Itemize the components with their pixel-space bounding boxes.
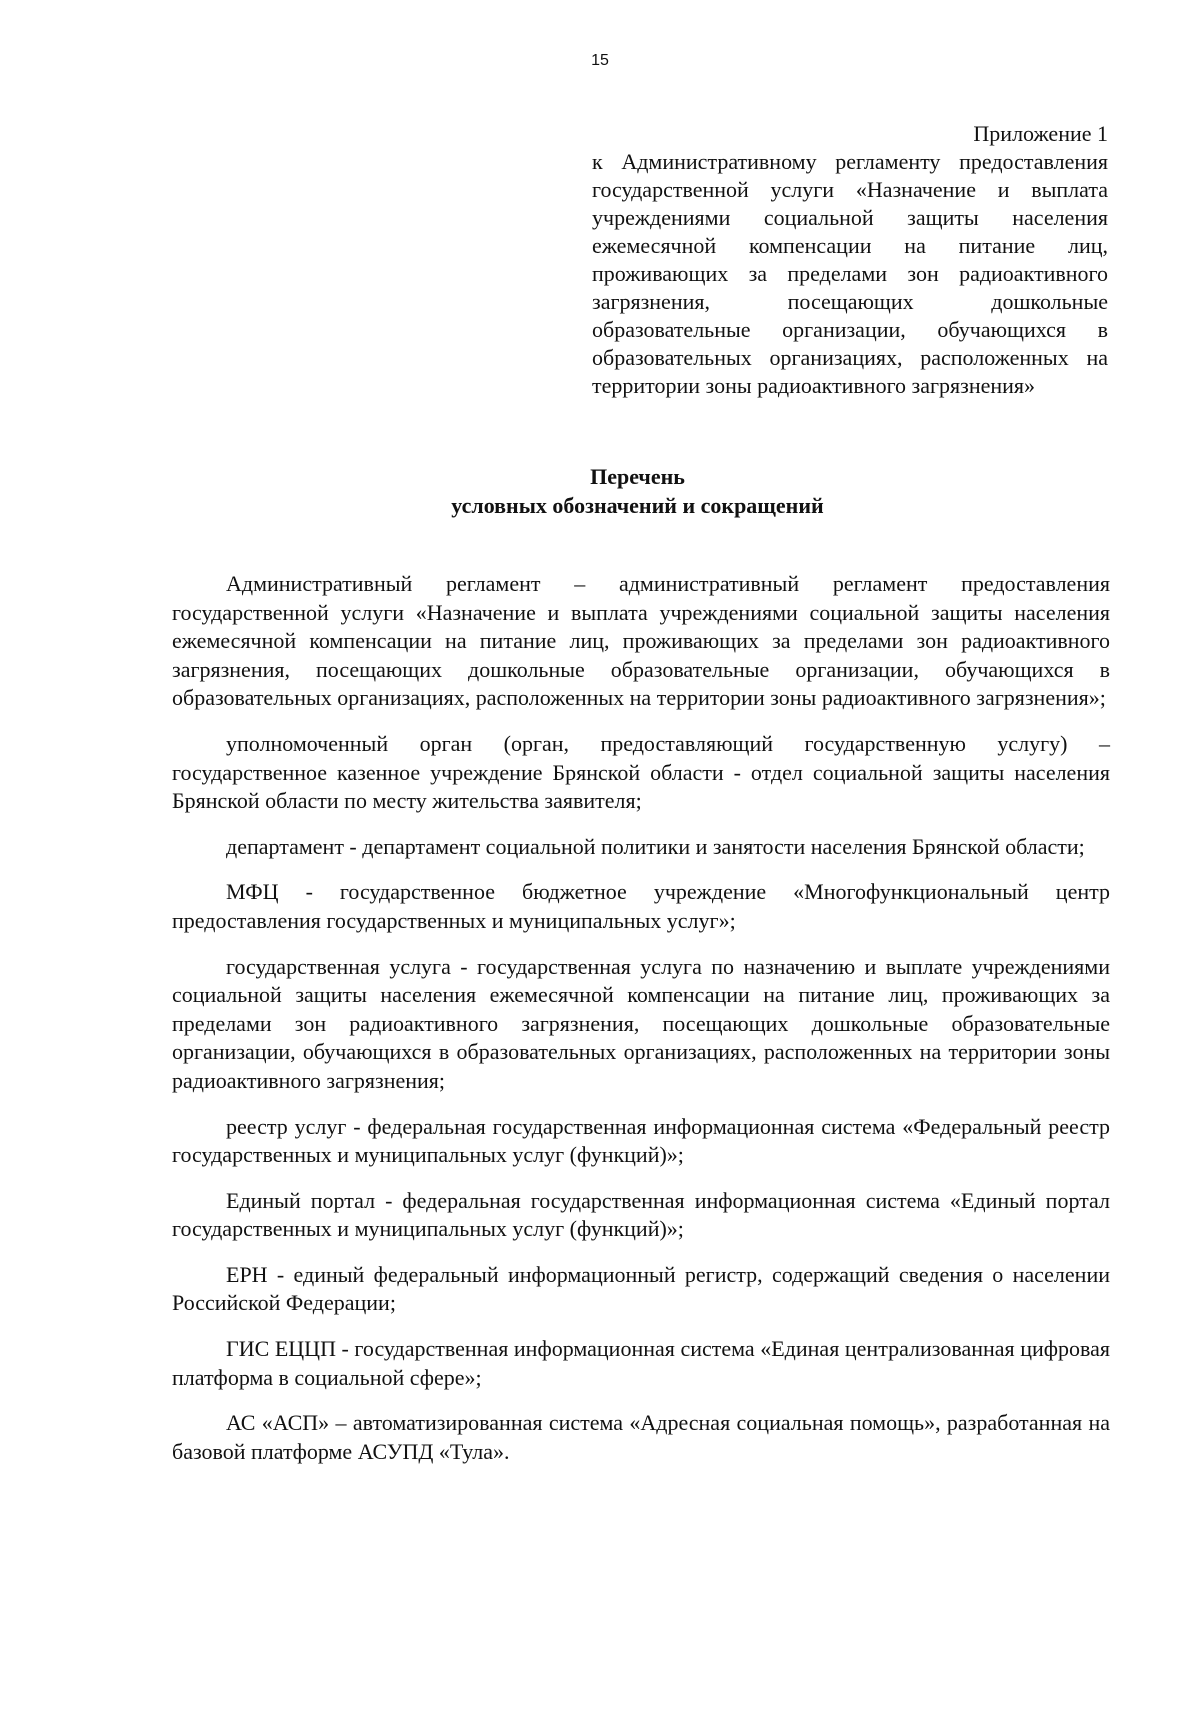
definition-gis-eccp: ГИС ЕЦЦП - государственная информационная система «Единая централизованная цифровая платформа в социальной сфере»; bbox=[172, 1336, 1110, 1390]
definition-authorized-body: уполномоченный орган (орган, предоставляющий государственную услугу) – государственное казенное учреждение Брянской области - отдел социальной защиты населения Брянской области по месту жительства заявителя; bbox=[172, 730, 1110, 814]
appendix-block bbox=[592, 120, 1108, 400]
definition-admin-regulation: Административный регламент – административный регламент предоставления государственной услуги «Назначение и выплата учреждениями социальной защиты населения ежемесячной компенсации на питание лиц, проживающих за пределами зон радиоактивного загрязнения, посещающих дошкольные образовательные организации, обучающихся в образовательных организациях, расположенных на территории зоны радиоактивного загрязнения»; bbox=[172, 571, 1110, 711]
heading-line-2: условных обозначений и сокращений bbox=[451, 493, 824, 518]
definition-unified-portal: Единый портал - федеральная государственная информационная система «Единый портал государственных и муниципальных услуг (функций)»; bbox=[172, 1187, 1110, 1242]
heading-line-1: Перечень bbox=[590, 464, 685, 489]
definition-mfc: МФЦ - государственное бюджетное учреждение «Многофункциональный центр предоставления государственных и муниципальных услуг»; bbox=[172, 879, 1110, 933]
document-heading bbox=[0, 462, 1200, 520]
definitions-list bbox=[172, 570, 1110, 1483]
appendix-title: Приложение 1 bbox=[973, 121, 1108, 146]
appendix-body: к Административному регламенту предоставления государственной услуги «Назначение и выплата учреждениями социальной защиты населения ежемесячной компенсации на питание лиц, проживающих за пределами зон радиоактивного загрязнения, посещающих дошкольные образовательные организации, обучающихся в образовательных организациях, расположенных на территории зоны радиоактивного загрязнения» bbox=[592, 149, 1108, 398]
definition-services-registry: реестр услуг - федеральная государственная информационная система «Федеральный реестр государственных и муниципальных услуг (функций)»; bbox=[172, 1113, 1110, 1168]
definition-ern: ЕРН - единый федеральный информационный регистр, содержащий сведения о населении Российской Федерации; bbox=[172, 1261, 1110, 1316]
page-number: 15 bbox=[591, 52, 609, 69]
definition-department: департамент - департамент социальной политики и занятости населения Брянской области; bbox=[226, 833, 1085, 859]
definition-as-asp: АС «АСП» – автоматизированная система «Адресная социальная помощь», разработанная на базовой платформе АСУПД «Тула». bbox=[172, 1410, 1110, 1464]
definition-state-service: государственная услуга - государственная услуга по назначению и выплате учреждениями социальной защиты населения ежемесячной компенсации на питание лиц, проживающих за пределами зон радиоактивного загрязнения, посещающих дошкольные образовательные организации, обучающихся в образовательных организациях, расположенных на территории зоны радиоактивного загрязнения; bbox=[172, 953, 1110, 1093]
